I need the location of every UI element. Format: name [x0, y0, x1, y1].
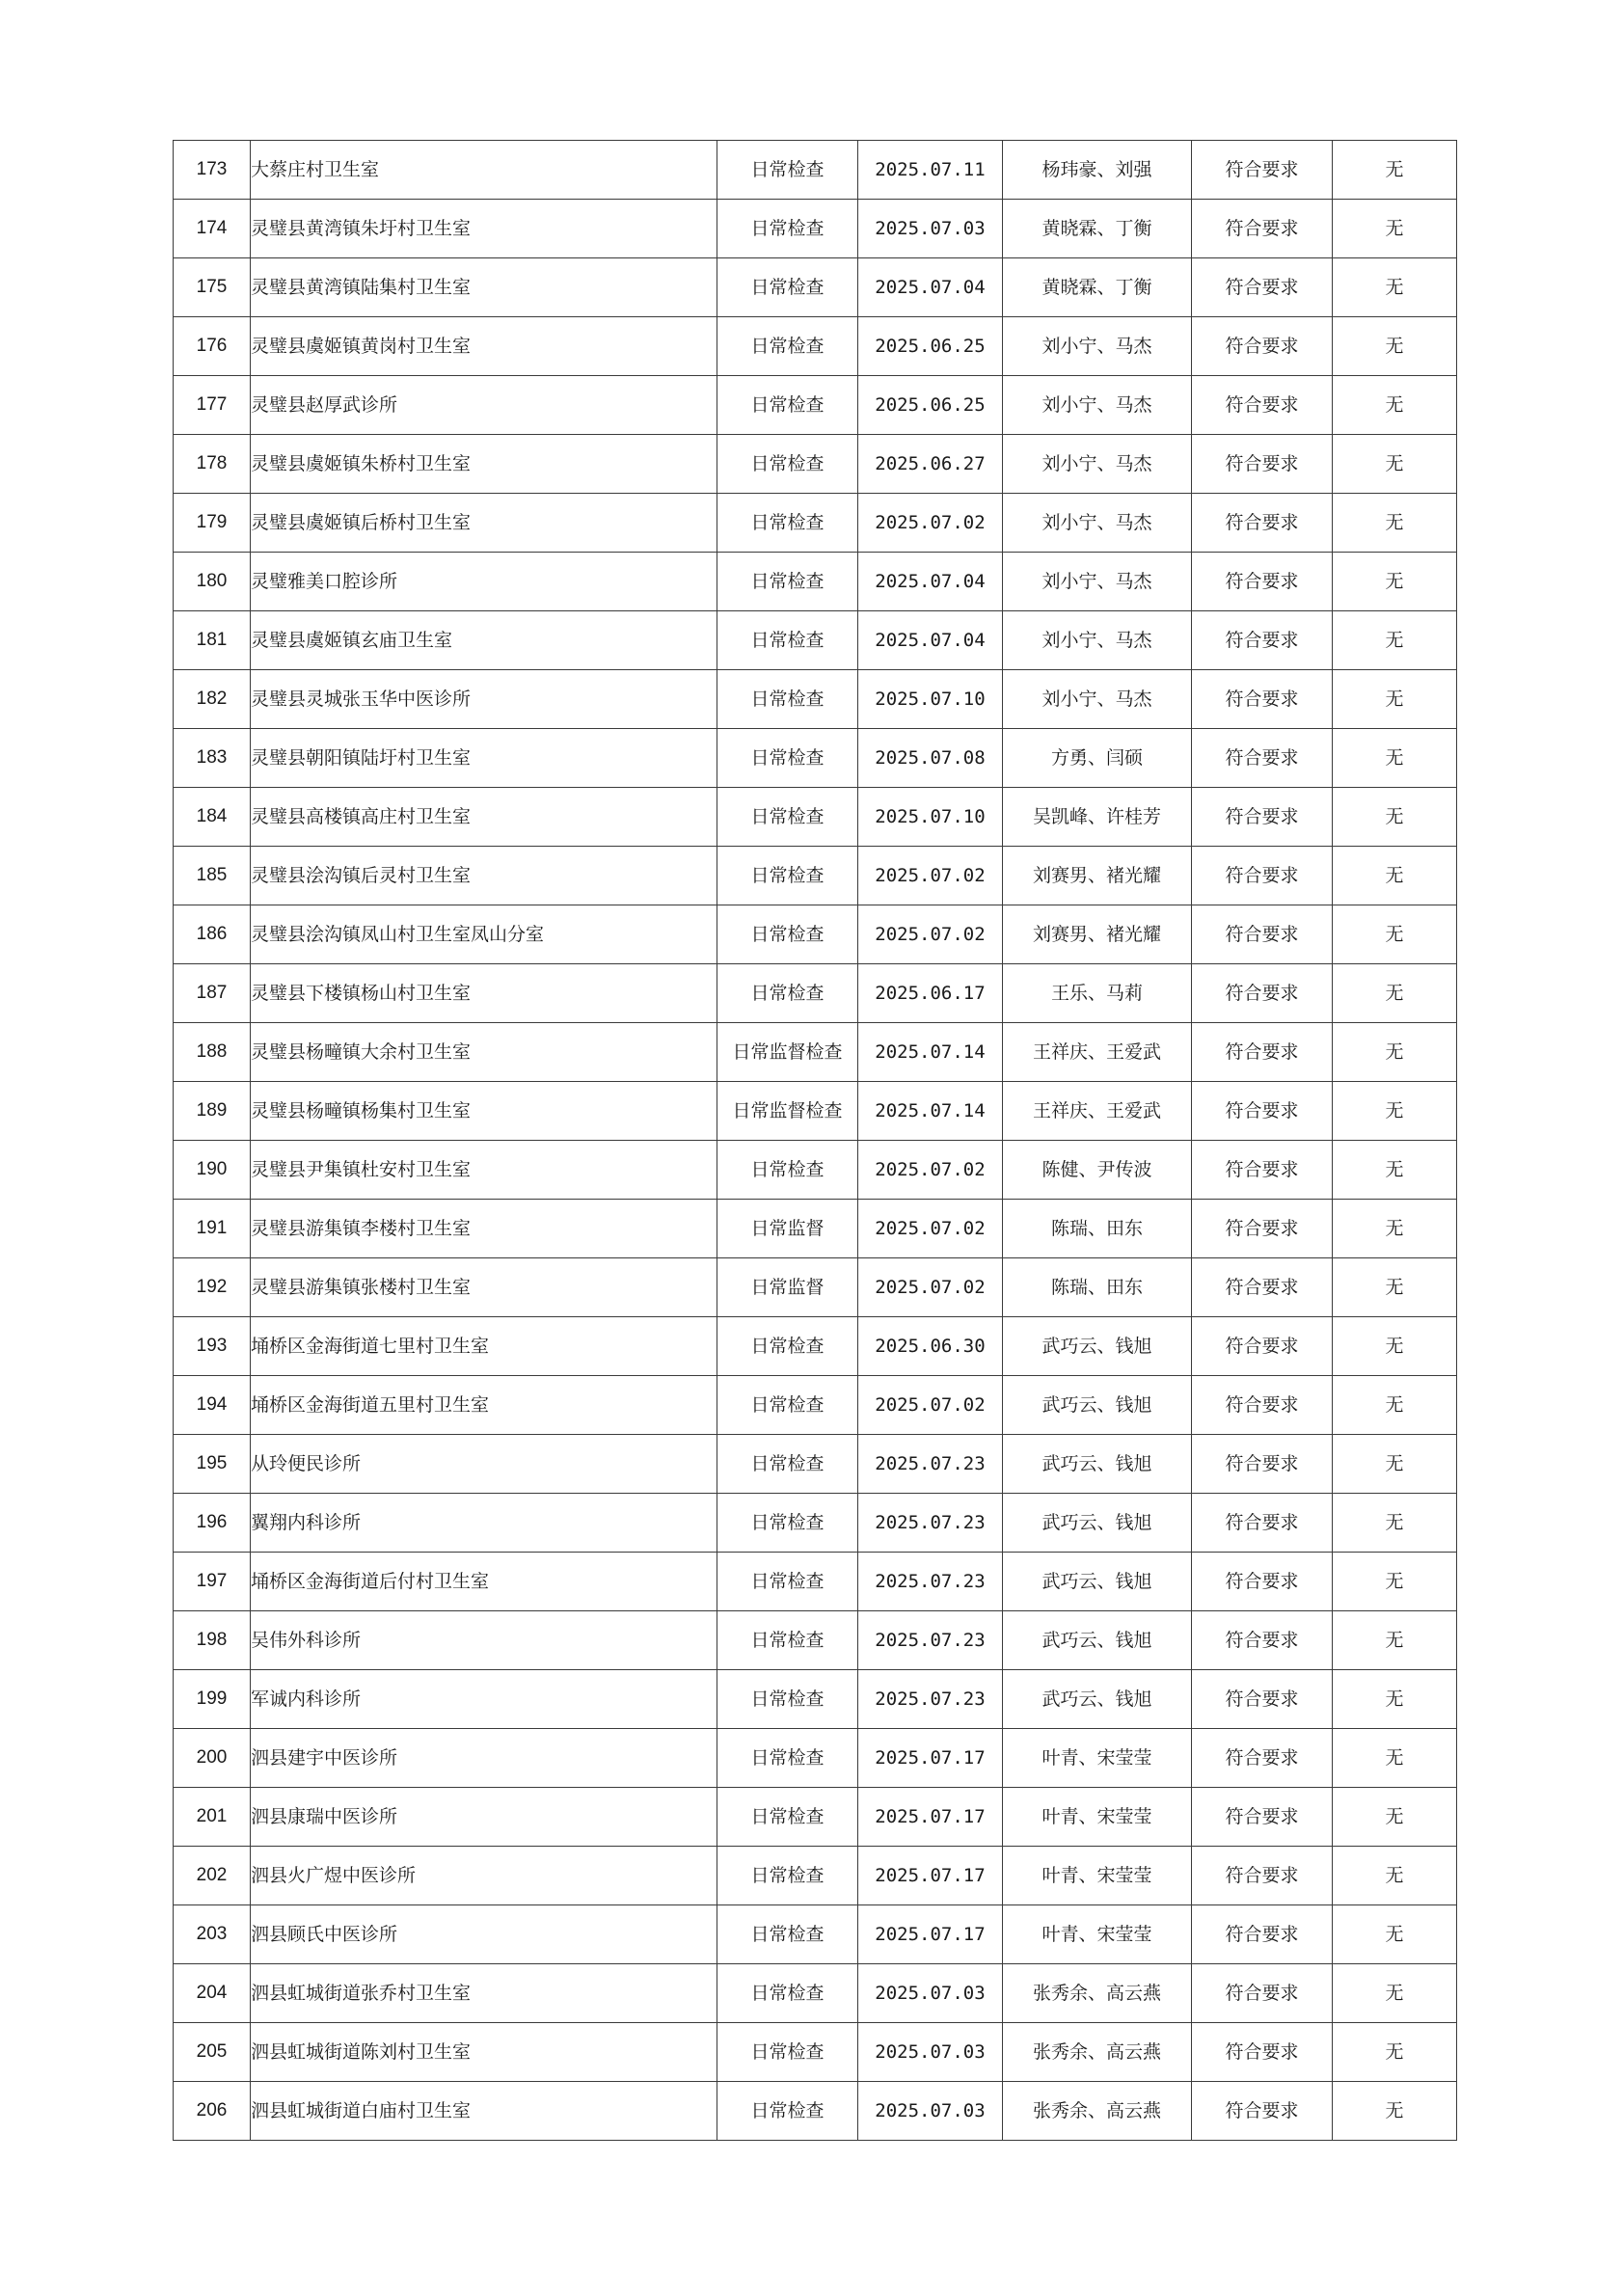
- issues-found-cell: 无: [1333, 964, 1457, 1023]
- inspectors-cell: 武巧云、钱旭: [1003, 1317, 1192, 1376]
- inspection-result-cell: 符合要求: [1192, 1964, 1333, 2023]
- row-number-cell: 182: [174, 670, 251, 729]
- table-row: [174, 1082, 1457, 1141]
- inspection-date-cell: 2025.07.11: [858, 141, 1003, 200]
- inspection-result-cell: 符合要求: [1192, 1376, 1333, 1435]
- inspectors-cell: 刘小宁、马杰: [1003, 670, 1192, 729]
- table-row: [174, 729, 1457, 788]
- table-row: [174, 905, 1457, 964]
- inspection-type-cell: 日常检查: [717, 1788, 858, 1847]
- issues-found-cell: 无: [1333, 847, 1457, 905]
- inspectors-cell: 吴凯峰、许桂芳: [1003, 788, 1192, 847]
- issues-found-cell: 无: [1333, 1376, 1457, 1435]
- inspection-date-cell: 2025.07.14: [858, 1082, 1003, 1141]
- inspectors-cell: 武巧云、钱旭: [1003, 1611, 1192, 1670]
- issues-found-cell: 无: [1333, 1847, 1457, 1905]
- table-row: [174, 847, 1457, 905]
- issues-found-cell: 无: [1333, 1141, 1457, 1200]
- facility-name-cell: 灵璧县虞姬镇后桥村卫生室: [251, 494, 717, 553]
- issues-found-cell: 无: [1333, 494, 1457, 553]
- inspection-date-cell: 2025.07.02: [858, 1200, 1003, 1258]
- table-row: [174, 141, 1457, 200]
- table-row: [174, 553, 1457, 611]
- inspection-date-cell: 2025.06.25: [858, 317, 1003, 376]
- table-row: [174, 1729, 1457, 1788]
- row-number-cell: 197: [174, 1553, 251, 1611]
- inspection-result-cell: 符合要求: [1192, 435, 1333, 494]
- inspection-result-cell: 符合要求: [1192, 847, 1333, 905]
- inspection-type-cell: 日常检查: [717, 1905, 858, 1964]
- table-row: [174, 1788, 1457, 1847]
- inspection-result-cell: 符合要求: [1192, 1494, 1333, 1553]
- facility-name-cell: 灵璧县黄湾镇朱圩村卫生室: [251, 200, 717, 258]
- inspection-result-cell: 符合要求: [1192, 1553, 1333, 1611]
- issues-found-cell: 无: [1333, 1553, 1457, 1611]
- facility-name-cell: 灵璧县游集镇李楼村卫生室: [251, 1200, 717, 1258]
- table-row: [174, 494, 1457, 553]
- inspection-type-cell: 日常检查: [717, 1670, 858, 1729]
- inspection-result-cell: 符合要求: [1192, 1141, 1333, 1200]
- inspection-type-cell: 日常检查: [717, 729, 858, 788]
- inspection-date-cell: 2025.07.23: [858, 1553, 1003, 1611]
- inspection-type-cell: 日常监督: [717, 1258, 858, 1317]
- inspectors-cell: 武巧云、钱旭: [1003, 1553, 1192, 1611]
- facility-name-cell: 泗县建宇中医诊所: [251, 1729, 717, 1788]
- inspection-type-cell: 日常检查: [717, 494, 858, 553]
- inspection-result-cell: 符合要求: [1192, 141, 1333, 200]
- inspectors-cell: 叶青、宋莹莹: [1003, 1905, 1192, 1964]
- facility-name-cell: 灵璧县灵城张玉华中医诊所: [251, 670, 717, 729]
- inspection-date-cell: 2025.07.04: [858, 258, 1003, 317]
- row-number-cell: 177: [174, 376, 251, 435]
- inspectors-cell: 刘小宁、马杰: [1003, 553, 1192, 611]
- row-number-cell: 199: [174, 1670, 251, 1729]
- inspection-date-cell: 2025.07.23: [858, 1494, 1003, 1553]
- inspection-type-cell: 日常检查: [717, 376, 858, 435]
- inspection-date-cell: 2025.07.02: [858, 905, 1003, 964]
- inspection-date-cell: 2025.07.03: [858, 2023, 1003, 2082]
- inspection-result-cell: 符合要求: [1192, 905, 1333, 964]
- inspectors-cell: 叶青、宋莹莹: [1003, 1788, 1192, 1847]
- facility-name-cell: 灵璧县高楼镇高庄村卫生室: [251, 788, 717, 847]
- facility-name-cell: 从玲便民诊所: [251, 1435, 717, 1494]
- inspection-type-cell: 日常检查: [717, 611, 858, 670]
- issues-found-cell: 无: [1333, 611, 1457, 670]
- table-row: [174, 1964, 1457, 2023]
- inspection-result-cell: 符合要求: [1192, 553, 1333, 611]
- table-row: [174, 1611, 1457, 1670]
- table-row: [174, 964, 1457, 1023]
- issues-found-cell: 无: [1333, 1905, 1457, 1964]
- inspection-date-cell: 2025.07.10: [858, 788, 1003, 847]
- issues-found-cell: 无: [1333, 553, 1457, 611]
- inspectors-cell: 武巧云、钱旭: [1003, 1376, 1192, 1435]
- row-number-cell: 178: [174, 435, 251, 494]
- table-row: [174, 1376, 1457, 1435]
- inspectors-cell: 刘小宁、马杰: [1003, 376, 1192, 435]
- inspectors-cell: 刘小宁、马杰: [1003, 611, 1192, 670]
- inspectors-cell: 陈健、尹传波: [1003, 1141, 1192, 1200]
- inspection-type-cell: 日常检查: [717, 964, 858, 1023]
- facility-name-cell: 灵璧县杨疃镇杨集村卫生室: [251, 1082, 717, 1141]
- inspection-date-cell: 2025.07.02: [858, 1376, 1003, 1435]
- table-row: [174, 1435, 1457, 1494]
- inspection-result-cell: 符合要求: [1192, 1611, 1333, 1670]
- inspection-date-cell: 2025.07.02: [858, 847, 1003, 905]
- inspection-type-cell: 日常检查: [717, 1611, 858, 1670]
- issues-found-cell: 无: [1333, 1082, 1457, 1141]
- inspection-type-cell: 日常监督检查: [717, 1023, 858, 1082]
- table-row: [174, 1200, 1457, 1258]
- table-row: [174, 611, 1457, 670]
- issues-found-cell: 无: [1333, 1494, 1457, 1553]
- inspection-date-cell: 2025.07.10: [858, 670, 1003, 729]
- inspection-date-cell: 2025.06.25: [858, 376, 1003, 435]
- row-number-cell: 193: [174, 1317, 251, 1376]
- row-number-cell: 175: [174, 258, 251, 317]
- table-row: [174, 258, 1457, 317]
- row-number-cell: 204: [174, 1964, 251, 2023]
- inspection-type-cell: 日常检查: [717, 1847, 858, 1905]
- row-number-cell: 181: [174, 611, 251, 670]
- row-number-cell: 189: [174, 1082, 251, 1141]
- issues-found-cell: 无: [1333, 376, 1457, 435]
- facility-name-cell: 灵璧县游集镇张楼村卫生室: [251, 1258, 717, 1317]
- inspection-result-cell: 符合要求: [1192, 1200, 1333, 1258]
- inspectors-cell: 张秀余、高云燕: [1003, 2023, 1192, 2082]
- facility-name-cell: 吴伟外科诊所: [251, 1611, 717, 1670]
- facility-name-cell: 灵璧县赵厚武诊所: [251, 376, 717, 435]
- inspection-type-cell: 日常检查: [717, 788, 858, 847]
- issues-found-cell: 无: [1333, 905, 1457, 964]
- inspection-date-cell: 2025.06.30: [858, 1317, 1003, 1376]
- inspection-result-cell: 符合要求: [1192, 1847, 1333, 1905]
- inspection-type-cell: 日常检查: [717, 1494, 858, 1553]
- issues-found-cell: 无: [1333, 1435, 1457, 1494]
- inspection-result-cell: 符合要求: [1192, 1788, 1333, 1847]
- facility-name-cell: 灵璧县浍沟镇后灵村卫生室: [251, 847, 717, 905]
- inspection-date-cell: 2025.06.17: [858, 964, 1003, 1023]
- facility-name-cell: 灵璧雅美口腔诊所: [251, 553, 717, 611]
- inspection-result-cell: 符合要求: [1192, 788, 1333, 847]
- issues-found-cell: 无: [1333, 2082, 1457, 2141]
- inspection-result-cell: 符合要求: [1192, 200, 1333, 258]
- inspection-type-cell: 日常检查: [717, 1553, 858, 1611]
- inspection-type-cell: 日常监督检查: [717, 1082, 858, 1141]
- table-row: [174, 1905, 1457, 1964]
- facility-name-cell: 埇桥区金海街道五里村卫生室: [251, 1376, 717, 1435]
- inspection-date-cell: 2025.07.02: [858, 1258, 1003, 1317]
- inspection-date-cell: 2025.07.03: [858, 1964, 1003, 2023]
- row-number-cell: 203: [174, 1905, 251, 1964]
- inspection-date-cell: 2025.07.17: [858, 1905, 1003, 1964]
- inspection-date-cell: 2025.07.03: [858, 2082, 1003, 2141]
- inspection-result-cell: 符合要求: [1192, 1317, 1333, 1376]
- facility-name-cell: 埇桥区金海街道七里村卫生室: [251, 1317, 717, 1376]
- facility-name-cell: 灵璧县黄湾镇陆集村卫生室: [251, 258, 717, 317]
- row-number-cell: 183: [174, 729, 251, 788]
- inspection-date-cell: 2025.07.23: [858, 1670, 1003, 1729]
- inspection-date-cell: 2025.07.03: [858, 200, 1003, 258]
- issues-found-cell: 无: [1333, 1670, 1457, 1729]
- issues-found-cell: 无: [1333, 258, 1457, 317]
- inspection-result-cell: 符合要求: [1192, 1729, 1333, 1788]
- inspectors-cell: 王祥庆、王爱武: [1003, 1082, 1192, 1141]
- inspectors-cell: 陈瑞、田东: [1003, 1258, 1192, 1317]
- inspection-type-cell: 日常检查: [717, 1964, 858, 2023]
- row-number-cell: 198: [174, 1611, 251, 1670]
- table-row: [174, 1553, 1457, 1611]
- inspection-result-cell: 符合要求: [1192, 1258, 1333, 1317]
- issues-found-cell: 无: [1333, 200, 1457, 258]
- inspection-date-cell: 2025.06.27: [858, 435, 1003, 494]
- table-row: [174, 788, 1457, 847]
- inspection-date-cell: 2025.07.17: [858, 1729, 1003, 1788]
- row-number-cell: 188: [174, 1023, 251, 1082]
- issues-found-cell: 无: [1333, 1317, 1457, 1376]
- table-row: [174, 670, 1457, 729]
- inspection-type-cell: 日常检查: [717, 1435, 858, 1494]
- facility-name-cell: 灵璧县尹集镇杜安村卫生室: [251, 1141, 717, 1200]
- row-number-cell: 184: [174, 788, 251, 847]
- inspectors-cell: 刘小宁、马杰: [1003, 317, 1192, 376]
- facility-name-cell: 泗县虹城街道白庙村卫生室: [251, 2082, 717, 2141]
- inspectors-cell: 武巧云、钱旭: [1003, 1670, 1192, 1729]
- table-row: [174, 1023, 1457, 1082]
- inspection-date-cell: 2025.07.23: [858, 1611, 1003, 1670]
- table-body: [174, 141, 1457, 2141]
- facility-name-cell: 灵璧县浍沟镇凤山村卫生室凤山分室: [251, 905, 717, 964]
- row-number-cell: 187: [174, 964, 251, 1023]
- inspection-date-cell: 2025.07.04: [858, 553, 1003, 611]
- inspection-records-table: [173, 140, 1457, 2141]
- inspection-result-cell: 符合要求: [1192, 258, 1333, 317]
- table-row: [174, 2023, 1457, 2082]
- issues-found-cell: 无: [1333, 2023, 1457, 2082]
- inspection-type-cell: 日常检查: [717, 141, 858, 200]
- issues-found-cell: 无: [1333, 1023, 1457, 1082]
- facility-name-cell: 军诚内科诊所: [251, 1670, 717, 1729]
- facility-name-cell: 泗县顾氏中医诊所: [251, 1905, 717, 1964]
- inspection-type-cell: 日常检查: [717, 2082, 858, 2141]
- row-number-cell: 205: [174, 2023, 251, 2082]
- table-row: [174, 2082, 1457, 2141]
- issues-found-cell: 无: [1333, 317, 1457, 376]
- inspection-type-cell: 日常检查: [717, 435, 858, 494]
- inspection-date-cell: 2025.07.17: [858, 1788, 1003, 1847]
- inspectors-cell: 武巧云、钱旭: [1003, 1494, 1192, 1553]
- table-row: [174, 1847, 1457, 1905]
- inspection-date-cell: 2025.07.08: [858, 729, 1003, 788]
- facility-name-cell: 灵璧县虞姬镇玄庙卫生室: [251, 611, 717, 670]
- inspectors-cell: 黄晓霖、丁衡: [1003, 200, 1192, 258]
- inspection-result-cell: 符合要求: [1192, 1905, 1333, 1964]
- table-row: [174, 1141, 1457, 1200]
- row-number-cell: 173: [174, 141, 251, 200]
- issues-found-cell: 无: [1333, 435, 1457, 494]
- row-number-cell: 185: [174, 847, 251, 905]
- inspectors-cell: 杨玮豪、刘强: [1003, 141, 1192, 200]
- facility-name-cell: 泗县火广煜中医诊所: [251, 1847, 717, 1905]
- inspectors-cell: 叶青、宋莹莹: [1003, 1729, 1192, 1788]
- inspectors-cell: 刘小宁、马杰: [1003, 435, 1192, 494]
- inspectors-cell: 刘小宁、马杰: [1003, 494, 1192, 553]
- inspection-result-cell: 符合要求: [1192, 1435, 1333, 1494]
- inspection-result-cell: 符合要求: [1192, 494, 1333, 553]
- inspection-date-cell: 2025.07.04: [858, 611, 1003, 670]
- issues-found-cell: 无: [1333, 1200, 1457, 1258]
- inspection-type-cell: 日常检查: [717, 905, 858, 964]
- inspectors-cell: 王祥庆、王爱武: [1003, 1023, 1192, 1082]
- table-row: [174, 317, 1457, 376]
- inspection-type-cell: 日常检查: [717, 200, 858, 258]
- inspection-result-cell: 符合要求: [1192, 1082, 1333, 1141]
- row-number-cell: 192: [174, 1258, 251, 1317]
- inspection-type-cell: 日常检查: [717, 1376, 858, 1435]
- facility-name-cell: 灵璧县朝阳镇陆圩村卫生室: [251, 729, 717, 788]
- issues-found-cell: 无: [1333, 1964, 1457, 2023]
- inspection-result-cell: 符合要求: [1192, 1023, 1333, 1082]
- inspection-type-cell: 日常检查: [717, 670, 858, 729]
- facility-name-cell: 大蔡庄村卫生室: [251, 141, 717, 200]
- row-number-cell: 180: [174, 553, 251, 611]
- inspection-result-cell: 符合要求: [1192, 2023, 1333, 2082]
- row-number-cell: 196: [174, 1494, 251, 1553]
- inspection-type-cell: 日常检查: [717, 1317, 858, 1376]
- issues-found-cell: 无: [1333, 788, 1457, 847]
- table-row: [174, 1317, 1457, 1376]
- inspectors-cell: 张秀余、高云燕: [1003, 2082, 1192, 2141]
- facility-name-cell: 埇桥区金海街道后付村卫生室: [251, 1553, 717, 1611]
- inspection-type-cell: 日常检查: [717, 847, 858, 905]
- row-number-cell: 176: [174, 317, 251, 376]
- row-number-cell: 191: [174, 1200, 251, 1258]
- issues-found-cell: 无: [1333, 1729, 1457, 1788]
- facility-name-cell: 泗县虹城街道张乔村卫生室: [251, 1964, 717, 2023]
- inspection-date-cell: 2025.07.14: [858, 1023, 1003, 1082]
- row-number-cell: 194: [174, 1376, 251, 1435]
- inspection-type-cell: 日常检查: [717, 258, 858, 317]
- issues-found-cell: 无: [1333, 1611, 1457, 1670]
- row-number-cell: 201: [174, 1788, 251, 1847]
- inspectors-cell: 王乐、马莉: [1003, 964, 1192, 1023]
- inspection-type-cell: 日常检查: [717, 1141, 858, 1200]
- row-number-cell: 179: [174, 494, 251, 553]
- inspection-date-cell: 2025.07.02: [858, 1141, 1003, 1200]
- inspection-date-cell: 2025.07.17: [858, 1847, 1003, 1905]
- inspection-type-cell: 日常监督: [717, 1200, 858, 1258]
- inspection-result-cell: 符合要求: [1192, 611, 1333, 670]
- row-number-cell: 200: [174, 1729, 251, 1788]
- issues-found-cell: 无: [1333, 1258, 1457, 1317]
- issues-found-cell: 无: [1333, 670, 1457, 729]
- facility-name-cell: 灵璧县虞姬镇黄岗村卫生室: [251, 317, 717, 376]
- facility-name-cell: 灵璧县下楼镇杨山村卫生室: [251, 964, 717, 1023]
- inspectors-cell: 陈瑞、田东: [1003, 1200, 1192, 1258]
- inspectors-cell: 张秀余、高云燕: [1003, 1964, 1192, 2023]
- inspection-date-cell: 2025.07.23: [858, 1435, 1003, 1494]
- inspectors-cell: 刘赛男、褚光耀: [1003, 905, 1192, 964]
- table-row: [174, 435, 1457, 494]
- inspection-result-cell: 符合要求: [1192, 2082, 1333, 2141]
- row-number-cell: 195: [174, 1435, 251, 1494]
- inspectors-cell: 方勇、闫硕: [1003, 729, 1192, 788]
- facility-name-cell: 翼翔内科诊所: [251, 1494, 717, 1553]
- table-row: [174, 376, 1457, 435]
- issues-found-cell: 无: [1333, 1788, 1457, 1847]
- table-row: [174, 1258, 1457, 1317]
- inspection-result-cell: 符合要求: [1192, 1670, 1333, 1729]
- inspectors-cell: 武巧云、钱旭: [1003, 1435, 1192, 1494]
- row-number-cell: 174: [174, 200, 251, 258]
- issues-found-cell: 无: [1333, 729, 1457, 788]
- row-number-cell: 186: [174, 905, 251, 964]
- row-number-cell: 190: [174, 1141, 251, 1200]
- inspection-type-cell: 日常检查: [717, 317, 858, 376]
- inspection-result-cell: 符合要求: [1192, 376, 1333, 435]
- inspection-result-cell: 符合要求: [1192, 964, 1333, 1023]
- row-number-cell: 206: [174, 2082, 251, 2141]
- inspection-type-cell: 日常检查: [717, 553, 858, 611]
- inspectors-cell: 刘赛男、褚光耀: [1003, 847, 1192, 905]
- table-row: [174, 1670, 1457, 1729]
- inspectors-cell: 黄晓霖、丁衡: [1003, 258, 1192, 317]
- inspection-type-cell: 日常检查: [717, 2023, 858, 2082]
- inspection-result-cell: 符合要求: [1192, 317, 1333, 376]
- issues-found-cell: 无: [1333, 141, 1457, 200]
- facility-name-cell: 灵璧县杨疃镇大余村卫生室: [251, 1023, 717, 1082]
- facility-name-cell: 泗县康瑞中医诊所: [251, 1788, 717, 1847]
- row-number-cell: 202: [174, 1847, 251, 1905]
- inspection-date-cell: 2025.07.02: [858, 494, 1003, 553]
- inspection-type-cell: 日常检查: [717, 1729, 858, 1788]
- table-row: [174, 200, 1457, 258]
- facility-name-cell: 泗县虹城街道陈刘村卫生室: [251, 2023, 717, 2082]
- inspection-result-cell: 符合要求: [1192, 670, 1333, 729]
- facility-name-cell: 灵璧县虞姬镇朱桥村卫生室: [251, 435, 717, 494]
- inspection-result-cell: 符合要求: [1192, 729, 1333, 788]
- table-row: [174, 1494, 1457, 1553]
- inspectors-cell: 叶青、宋莹莹: [1003, 1847, 1192, 1905]
